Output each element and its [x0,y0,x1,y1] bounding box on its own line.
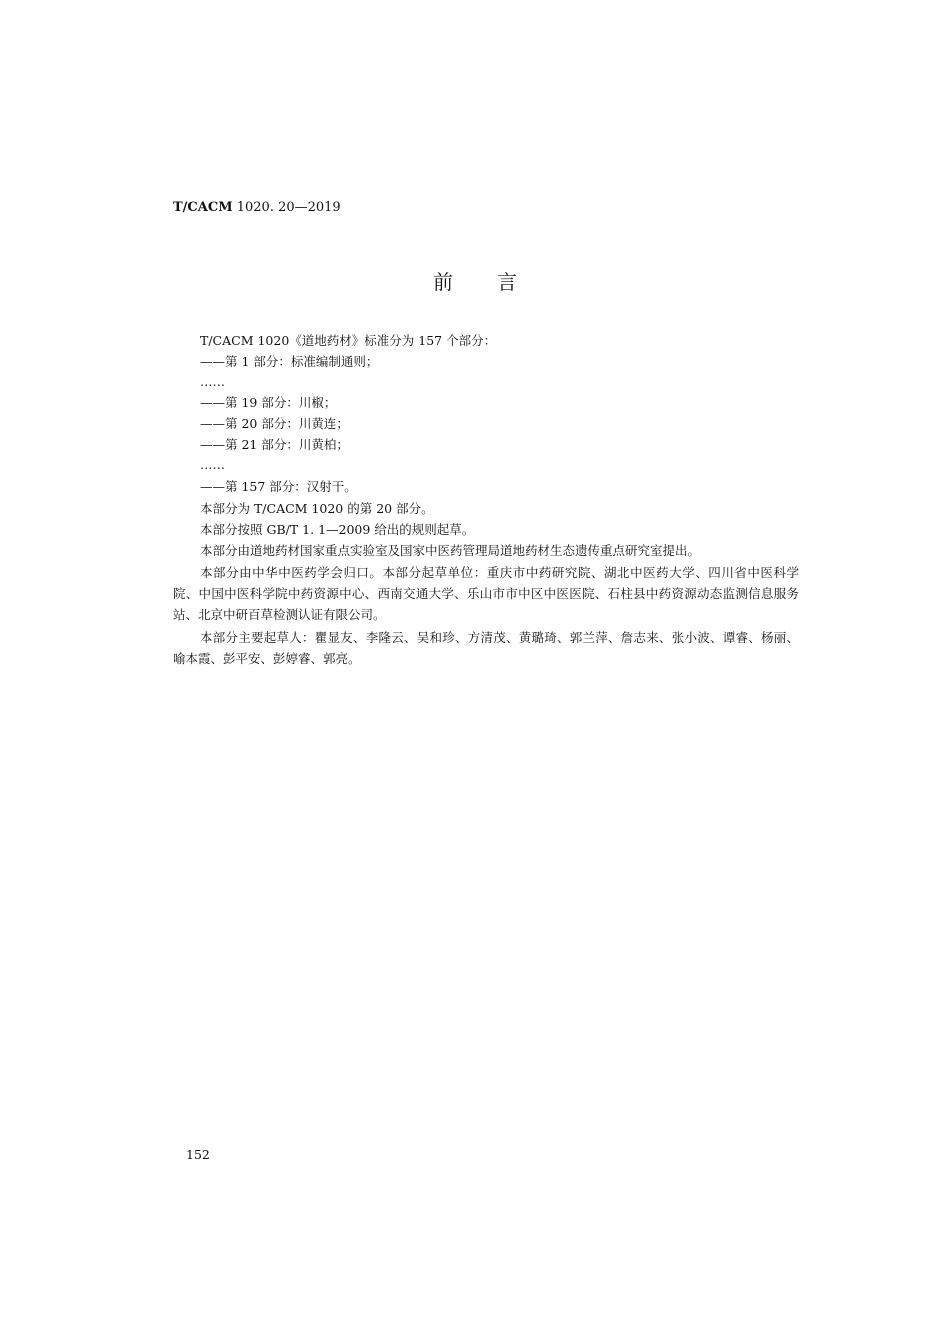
part-list-item: ——第 20 部分：川黄连； [200,416,349,431]
standard-prefix: T/CACM [173,200,233,215]
drafters-paragraph: 本部分主要起草人：瞿显友、李隆云、吴和珍、方清茂、黄璐琦、郭兰萍、詹志来、张小波、谭睿、杨丽、喻本霞、彭平安、彭婷睿、郭亮。 [173,630,799,666]
proposed-by-statement: 本部分由道地药材国家重点实验室及国家中医药管理局道地药材生态遗传重点研究室提出。 [200,543,701,558]
part-list-ellipsis: …… [200,374,225,389]
standard-number: 1020. 20—2019 [232,200,341,215]
foreword-intro: T/CACM 1020《道地药材》标准分为 157 个部分： [200,333,497,348]
page-number: 152 [186,1147,210,1162]
drafting-units-paragraph: 本部分由中华中医药学会归口。本部分起草单位：重庆市中药研究院、湖北中医药大学、四川省中医科学院、中国中医科学院中药资源中心、西南交通大学、乐山市市中区中医医院、石柱县中药资源动态监测信息服务站、北京中研百草检测认证有限公司。 [173,565,799,622]
page-title: 前言 [433,270,561,294]
part-list-ellipsis: …… [200,457,225,472]
part-list-item: ——第 157 部分：汉射干。 [200,479,357,494]
part-list-item: ——第 21 部分：川黄柏； [200,437,349,452]
drafting-rules-statement: 本部分按照 GB/T 1. 1—2009 给出的规则起草。 [200,522,475,537]
this-part-statement: 本部分为 T/CACM 1020 的第 20 部分。 [200,501,434,516]
document-header [173,199,341,217]
part-list-item: ——第 1 部分：标准编制通则； [200,354,379,369]
part-list-item: ——第 19 部分：川椒； [200,395,337,410]
